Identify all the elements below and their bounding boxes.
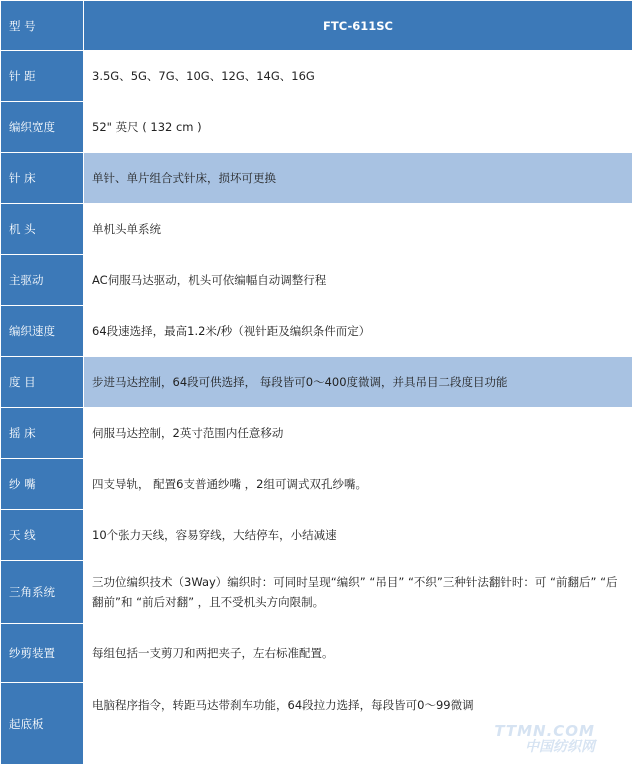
table-row	[1, 102, 633, 153]
row-value: 单机头单系统	[84, 204, 633, 255]
table-row	[1, 510, 633, 561]
row-label: 纱 嘴	[1, 459, 84, 510]
watermark-domain: TTMN.COM	[494, 722, 595, 740]
table-row	[1, 255, 633, 306]
model-value: FTC-611SC	[84, 1, 633, 51]
header-label: 型 号	[1, 1, 84, 51]
table-row	[1, 357, 633, 408]
row-label: 编织宽度	[1, 102, 84, 153]
table-row	[1, 459, 633, 510]
row-value: 伺服马达控制，2英寸范围内任意移动	[84, 408, 633, 459]
row-label: 三角系统	[1, 561, 84, 624]
watermark-site-name: 中国纺织网	[525, 739, 595, 755]
table-row	[1, 51, 633, 102]
row-value: 52" 英尺 ( 132 cm )	[84, 102, 633, 153]
row-value: 每组包括一支剪刀和两把夹子，左右标准配置。	[84, 624, 633, 683]
table-row	[1, 683, 633, 765]
table-row	[1, 153, 633, 204]
row-value: 步进马达控制，64段可供选择， 每段皆可0～400度微调，并具吊目二段度目功能	[84, 357, 633, 408]
row-label: 纱剪装置	[1, 624, 84, 683]
row-value: AC伺服马达驱动，机头可依编幅自动调整行程	[84, 255, 633, 306]
row-value: 3.5G、5G、7G、10G、12G、14G、16G	[84, 51, 633, 102]
table-row	[1, 306, 633, 357]
row-label: 编织速度	[1, 306, 84, 357]
row-label: 摇 床	[1, 408, 84, 459]
row-value: 电脑程序指令，转距马达带刹车功能，64段拉力选择，每段皆可0～99微调	[84, 683, 633, 765]
row-label: 机 头	[1, 204, 84, 255]
row-value: 单针、单片组合式针床，损坏可更换	[84, 153, 633, 204]
table-row	[1, 204, 633, 255]
row-value: 10个张力天线，容易穿线，大结停车，小结减速	[84, 510, 633, 561]
table-row	[1, 624, 633, 683]
table-row	[1, 561, 633, 624]
row-label: 天 线	[1, 510, 84, 561]
row-label: 起底板	[1, 683, 84, 765]
row-label: 主驱动	[1, 255, 84, 306]
row-value: 64段速选择，最高1.2米/秒（视针距及编织条件而定）	[84, 306, 633, 357]
row-label: 针 距	[1, 51, 84, 102]
table-row	[1, 408, 633, 459]
row-label: 度 目	[1, 357, 84, 408]
row-label: 针 床	[1, 153, 84, 204]
row-value: 三功位编织技术（3Way）编织时：可同时呈现“编织” “吊目” “不织”三种针法翻针时：可 “前翻后” “后翻前”和 “前后对翻” ，且不受机头方向限制。	[84, 561, 633, 624]
table-header-row	[1, 1, 633, 51]
row-value: 四支导轨， 配置6支普通纱嘴 ，2组可调式双孔纱嘴。	[84, 459, 633, 510]
